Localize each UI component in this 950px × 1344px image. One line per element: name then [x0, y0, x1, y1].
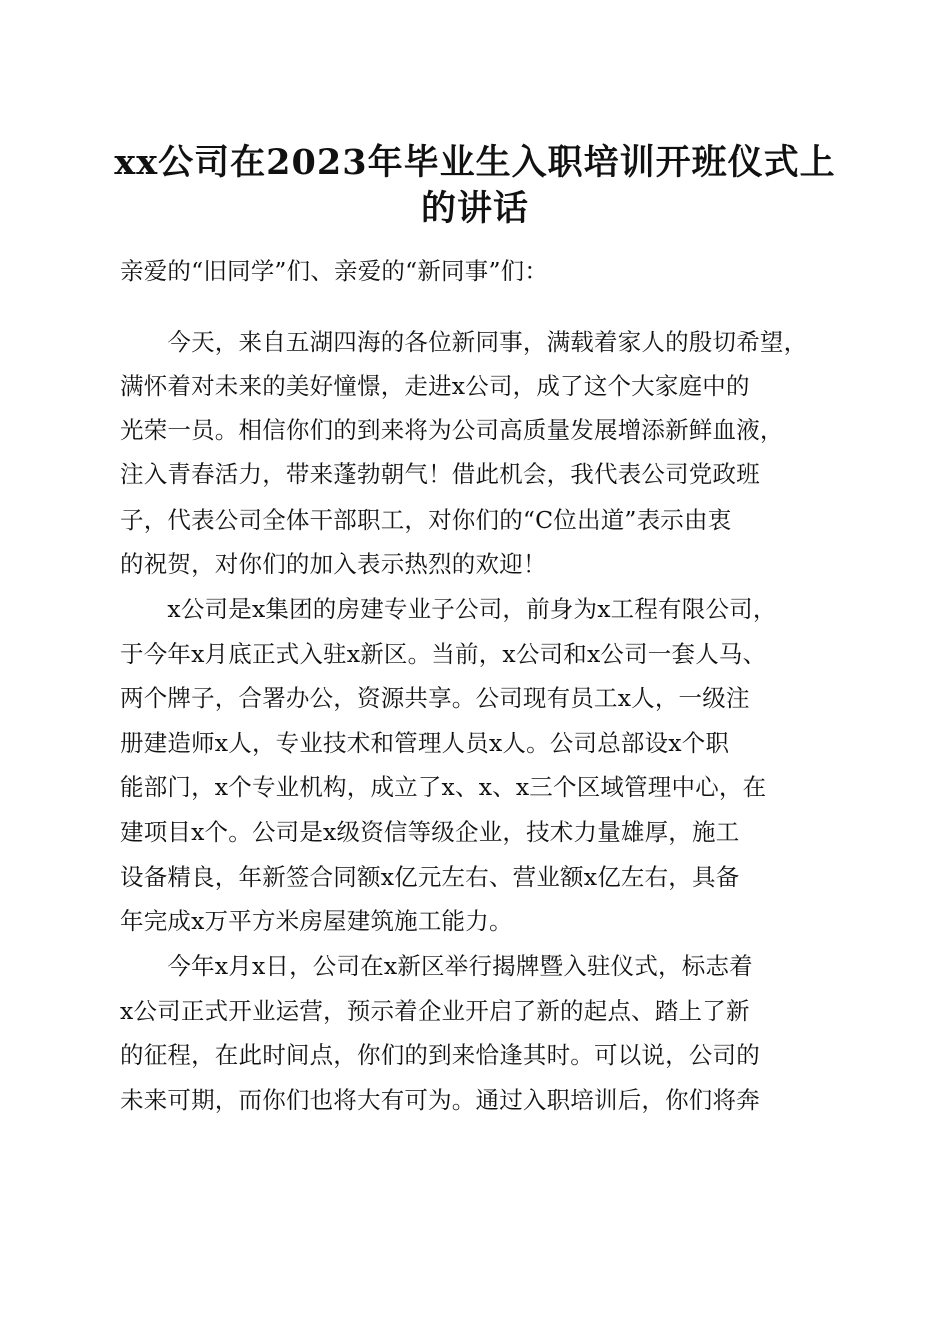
paragraph-line: 的祝贺，对你们的加入表示热烈的欢迎！ — [120, 550, 547, 578]
paragraph-line: x公司是x集团的房建专业子公司，前身为x工程有限公司， — [120, 595, 777, 623]
salutation-line: 亲爱的“旧同学”们、亲爱的“新同事”们： — [120, 257, 549, 285]
paragraph-line: x公司正式开业运营，预示着企业开启了新的起点、踏上了新 — [120, 997, 750, 1025]
title-line-1: xx公司在2023年毕业生入职培训开班仪式上 — [114, 142, 836, 183]
document-title — [100, 140, 850, 232]
paragraph-line: 建项目x个。公司是x级资信等级企业，技术力量雄厚，施工 — [120, 818, 740, 846]
paragraph-line: 于今年x月底正式入驻x新区。当前，x公司和x公司一套人马、 — [120, 640, 767, 668]
paragraph-line: 年完成x万平方米房屋建筑施工能力。 — [120, 907, 513, 935]
paragraph-line: 设备精良，年新签合同额x亿元左右、营业额x亿左右，具备 — [120, 863, 740, 891]
paragraph-line: 今年x月x日，公司在x新区举行揭牌暨入驻仪式，标志着 — [120, 952, 753, 980]
title-line-2: 的讲话 — [420, 188, 529, 229]
paragraph-line: 的征程，在此时间点，你们的到来恰逢其时。可以说，公司的 — [120, 1041, 760, 1069]
paragraph-line: 册建造师x人，专业技术和管理人员x人。公司总部设x个职 — [120, 729, 730, 757]
paragraph-line: 今天，来自五湖四海的各位新同事，满载着家人的殷切希望， — [120, 328, 808, 356]
paragraph-line: 两个牌子，合署办公，资源共享。公司现有员工x人，一级注 — [120, 684, 750, 712]
paragraph-line: 注入青春活力，带来蓬勃朝气！借此机会，我代表公司党政班 — [120, 460, 760, 488]
paragraph-line: 能部门，x个专业机构，成立了x、x、x三个区域管理中心，在 — [120, 773, 767, 801]
paragraph-line: 满怀着对未来的美好憧憬，走进x公司，成了这个大家庭中的 — [120, 372, 750, 400]
paragraph-line: 光荣一员。相信你们的到来将为公司高质量发展增添新鲜血液， — [120, 416, 784, 444]
paragraph-line: 子，代表公司全体干部职工，对你们的“C位出道”表示由衷 — [120, 506, 732, 534]
paragraph-line: 未来可期，而你们也将大有可为。通过入职培训后，你们将奔 — [120, 1086, 760, 1114]
